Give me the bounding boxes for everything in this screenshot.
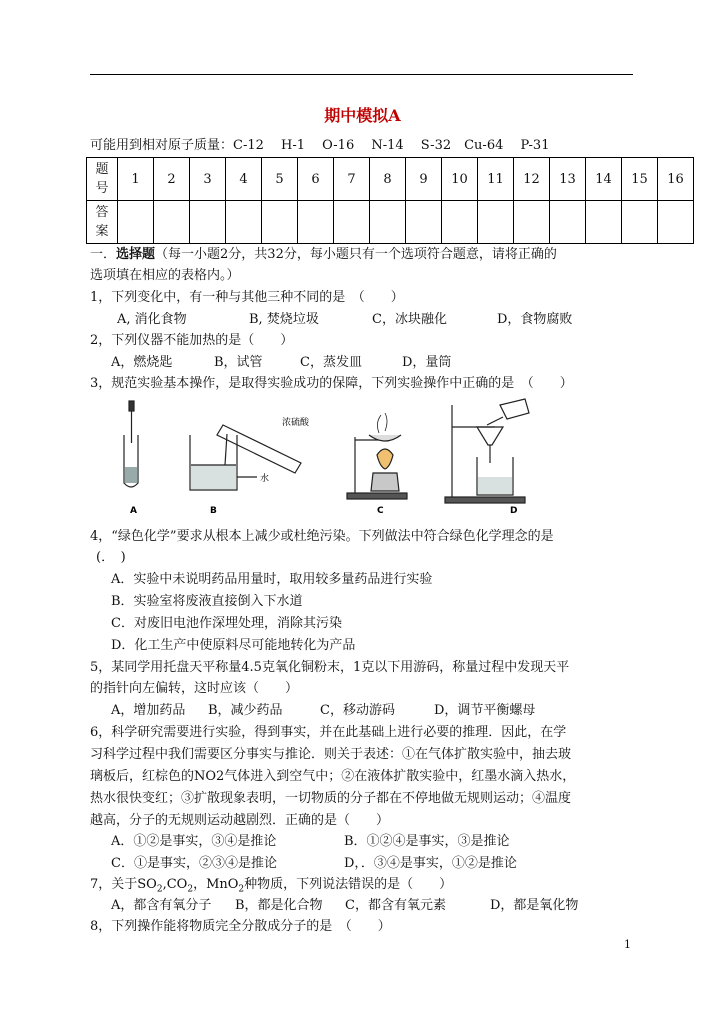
answer-cell[interactable] [298,201,334,244]
question-number: 2 [154,158,190,201]
question-number: 4 [226,158,262,201]
answer-cell[interactable] [262,201,298,244]
question-number: 7 [334,158,370,201]
q1-option-c: C，冰块融化 [372,312,447,327]
question-number: 11 [478,158,514,201]
q3-stem: 3，规范实验基本操作，是取得实验成功的保障，下列实验操作中正确的是 （ ） [90,376,573,391]
q2-option-c: C，蒸发皿 [300,355,362,370]
q5-option-a: A，增加药品 [111,703,186,718]
q5-stem: 5，某同学用托盘天平称量4.5克氧化铜粉末，1克以下用游码，称量过程中发现天平 [90,660,570,675]
q3-apparatus-figure [115,395,535,520]
q6-option-d: D，．③④是事实，①②是推论 [344,856,517,871]
q6-line1: 6，科学研究需要进行实验，得到事实，并在此基础上进行必要的推理．因此，在学 [90,725,567,740]
answer-cell[interactable] [550,201,586,244]
figure-c-evaporation [347,413,407,499]
q2-stem: 2，下列仪器不能加热的是（ ） [90,333,294,348]
q5-stem-cont: 的指针向左偏转，这时应该（ ） [90,681,299,696]
q7-option-c: C，都含有氧元素 [345,898,446,913]
q1-option-b: B, 焚烧垃圾 [249,312,319,327]
question-number: 10 [442,158,478,201]
acid-label: 浓硫酸 [282,418,310,428]
q1-option-a: A, 消化食物 [117,312,187,327]
q4-option-b: B．实验室将废液直接倒入下水道 [111,594,303,609]
figure-b-acid-dilution [190,425,301,490]
answer-cell[interactable] [478,201,514,244]
question-number: 13 [550,158,586,201]
answer-cell[interactable] [190,201,226,244]
q4-stem-cont: (． ) [96,550,126,565]
q4-option-d: D．化工生产中使原料尽可能地转化为产品 [111,638,356,653]
figure-label-d: D [510,506,518,516]
q2-option-b: B，试管 [214,355,263,370]
q6-line2: 习科学过程中我们需要区分事实与推论．则关于表述：①在气体扩散实验中，抽去玻 [90,747,572,762]
figure-label-c: C [377,506,384,516]
question-number: 6 [298,158,334,201]
figure-label-a: A [130,506,137,516]
q4-option-a: A．实验中未说明药品用量时，取用较多量药品进行实验 [111,572,433,587]
answer-cell[interactable] [226,201,262,244]
figure-a-dropper-test-tube [124,401,138,487]
question-number: 16 [658,158,694,201]
q5-option-b: B，减少药品 [208,703,283,718]
figure-label-b: B [210,506,217,516]
page-title: 期中模拟A [324,106,401,125]
answer-cell[interactable] [514,201,550,244]
q1-option-d: D，食物腐败 [497,312,573,327]
q7-option-a: A，都含有氧分子 [111,898,212,913]
q7-stem: 7，关于$SO_2,CO_2$，MnO$_2$种物质，下列说法错误的是（ ） [90,877,453,895]
question-number: 5 [262,158,298,201]
question-number: 1 [118,158,154,201]
q6-option-b: B．①②④是事实，③是推论 [344,834,510,849]
q5-option-d: D，调节平衡螺母 [434,703,536,718]
q4-stem: 4，“绿色化学”要求从根本上减少或杜绝污染。下列做法中符合绿色化学理念的是 [90,529,554,544]
answer-cell[interactable] [442,201,478,244]
atomic-masses: 可能用到相对原子质量：C-12 H-1 O-16 N-14 S-32 Cu-64 P-31 [90,138,550,153]
section1-heading: 一．选择题（每一小题2分，共32分，每小题只有一个选项符合题意，请将正确的 [90,247,557,262]
q6-line5: 越高，分子的无规则运动越剧烈．正确的是（ ） [90,813,390,828]
q7-option-b: B，都是化合物 [235,898,323,913]
table-row-numbers [87,158,694,201]
water-label: 水 [260,474,270,484]
question-number: 9 [406,158,442,201]
q5-option-c: C，移动游码 [320,703,395,718]
answer-cell[interactable] [370,201,406,244]
header-rule [90,74,633,75]
q8-stem: 8，下列操作能将物质完全分散成分子的是 （ ） [90,919,391,934]
q7-option-d: D，都是氧化物 [490,898,579,913]
q2-option-a: A，燃烧匙 [111,355,173,370]
question-number: 14 [586,158,622,201]
q4-option-c: C．对废旧电池作深埋处理，消除其污染 [111,616,342,631]
figure-d-filtration [445,399,529,503]
q6-option-c: C．①是事实，②③④是推论 [111,856,277,871]
answer-cell[interactable] [154,201,190,244]
q6-option-a: A．①②是事实，③④是推论 [111,834,277,849]
answer-cell[interactable] [334,201,370,244]
question-number: 12 [514,158,550,201]
q1-stem: 1，下列变化中，有一种与其他三种不同的是 （ ） [90,290,404,305]
answer-cell[interactable] [586,201,622,244]
question-number: 3 [190,158,226,201]
header-cell-answer: 答 案 [87,201,118,244]
question-number: 15 [622,158,658,201]
q6-line3: 璃板后，红棕色的NO2气体进入到空气中；②在液体扩散实验中，红墨水滴入热水， [90,769,576,784]
answer-cell[interactable] [622,201,658,244]
section1-desc: 选项填在相应的表格内。） [90,268,240,283]
header-cell-question: 题 号 [87,158,118,201]
question-number: 8 [370,158,406,201]
page-number: 1 [624,938,631,951]
answer-cell[interactable] [658,201,694,244]
q2-option-d: D，量筒 [402,355,452,370]
answer-cell[interactable] [406,201,442,244]
table-row-answers [87,201,694,244]
q6-line4: 热水很快变红；③扩散现象表明，一切物质的分子都在不停地做无规则运动；④温度 [90,791,572,806]
answer-cell[interactable] [118,201,154,244]
answer-table [86,157,694,244]
